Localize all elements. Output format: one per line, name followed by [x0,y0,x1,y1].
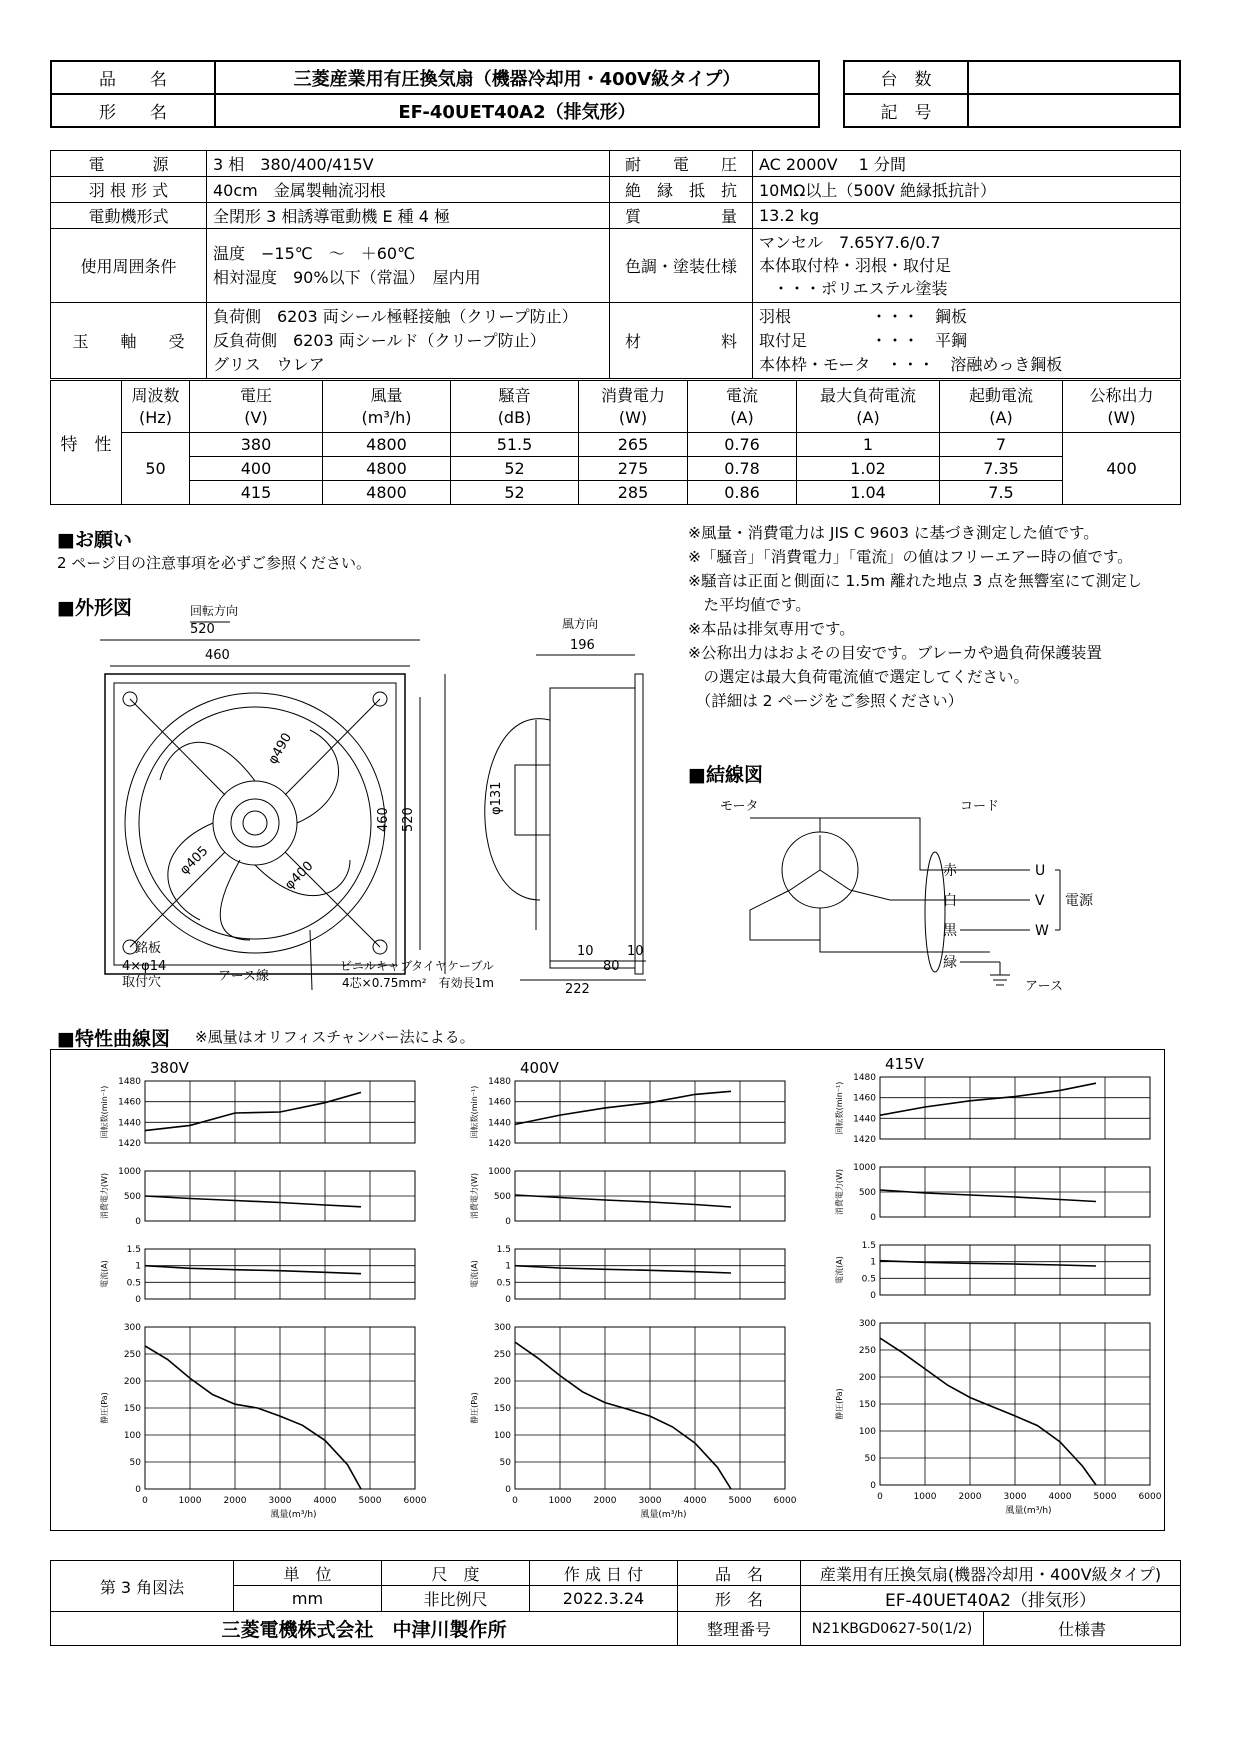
kigo-value [968,94,1180,127]
y-tick-label: 250 [858,1346,876,1356]
perf-cell: 415 [190,481,323,505]
perf-cell: 4800 [323,481,451,505]
y-axis-label: 回転数(min⁻¹) [100,1085,109,1139]
unit-label: 単 位 [234,1561,382,1586]
bearing-line: 負荷側 6203 両シール極軽接触（クリープ防止） [213,306,578,326]
x-tick-label: 3000 [1003,1492,1027,1502]
bearing-line: グリス ウレア [213,354,325,374]
color-line: マンセル 7.65Y7.6/0.7 [759,233,941,252]
wire-red: 赤 [943,863,957,879]
scale-value: 非比例尺 [382,1586,530,1612]
fan-shaft [243,811,267,835]
scale-label: 尺 度 [382,1561,530,1586]
fan-hub-inner [231,799,279,847]
y-tick-label: 0.5 [126,1278,141,1289]
y-tick-label: 200 [858,1373,876,1383]
series-line-current [515,1266,731,1273]
y-axis-label: 消費電力(W) [835,1168,844,1216]
perf-cell: 1.02 [797,457,940,481]
wind-direction-label: 風方向 [562,617,599,631]
y-tick-label: 1440 [488,1118,511,1129]
x-tick-label: 4000 [313,1496,337,1506]
outline-title: ■外形図 [57,597,132,619]
dim-10: 10 [627,944,644,959]
spec-label: 電 源 [51,151,207,177]
y-axis-label: 静圧(Pa) [100,1392,109,1424]
dim-196: 196 [570,638,595,653]
katamei-label: 形 名 [51,94,215,127]
y-tick-label: 150 [123,1404,141,1414]
y-tick-label: 0 [870,1291,876,1301]
count-table [843,60,1181,128]
cable-spec: 4芯×0.75mm² 有効長1m [342,976,494,990]
earth-label: アース [1025,979,1063,994]
perf-header: 風量 (m³/h) [323,381,451,433]
y-tick-label: 1440 [118,1118,141,1129]
perf-cell: 51.5 [451,433,579,457]
x-tick-label: 1000 [913,1492,937,1502]
fan-stays [130,699,380,947]
y-tick-label: 200 [123,1377,141,1387]
unit-value: mm [234,1586,382,1612]
chart-title: 415V [885,1055,924,1073]
y-tick-label: 50 [129,1458,141,1468]
motor-label: モータ [720,799,759,814]
curves-title: ■特性曲線図 [57,1028,170,1050]
outline-drawing [50,600,690,1000]
perf-cell: 380 [190,433,323,457]
wire-green: 緑 [943,955,957,971]
y-tick-label: 1000 [118,1167,141,1177]
y-tick-label: 200 [493,1377,511,1387]
x-tick-label: 5000 [1093,1492,1117,1502]
y-axis-label: 電流(A) [100,1260,109,1288]
dim-d405: φ405 [177,843,212,878]
material-label: 材 料 [610,303,753,379]
chart-title: 380V [150,1059,189,1077]
earth-wire-label: アース線 [218,969,269,984]
spec-value: AC 2000V 1 分間 [753,151,1181,177]
y-tick-label: 1.5 [861,1241,876,1251]
y-axis-label: 静圧(Pa) [470,1392,479,1424]
y-tick-label: 1.5 [496,1245,511,1255]
y-axis-label: 回転数(min⁻¹) [835,1081,844,1135]
perf-cell: 285 [579,481,688,505]
spec-value: 全閉形 3 相誘導電動機 E 種 4 極 [207,203,610,229]
seiri-value: N21KBGD0627-50(1/2) [801,1612,984,1646]
y-tick-label: 100 [123,1431,141,1441]
perf-header: 消費電力 (W) [579,381,688,433]
perf-cell: 1 [797,433,940,457]
material-line: 羽根 ・・・ 鋼板 [759,306,968,326]
perf-cell: 400 [190,457,323,481]
y-axis-label: 消費電力(W) [470,1172,479,1220]
y-tick-label: 0 [135,1485,141,1495]
y-tick-label: 300 [858,1319,876,1329]
x-tick-label: 0 [142,1496,148,1506]
env-line: 相対湿度 90%以下（常温） 屋内用 [213,267,481,287]
perf-freq: 50 [122,433,190,505]
x-axis-label: 風量(m³/h) [270,1510,317,1520]
y-tick-label: 50 [864,1454,876,1464]
perf-cell: 265 [579,433,688,457]
y-tick-label: 0 [135,1295,141,1305]
y-tick-label: 250 [123,1350,141,1360]
x-tick-label: 2000 [223,1496,247,1506]
dim-d490: φ490 [265,730,296,767]
note-item: ※公称出力はおよその目安です。ブレーカや過負荷保護装置 [688,644,1102,662]
wire-white: 白 [943,893,957,909]
curves-note: ※風量はオリフィスチャンバー法による。 [195,1028,475,1046]
cord-label: コード [960,799,1000,814]
doc-type: 仕様書 [984,1612,1181,1646]
perf-cell: 4800 [323,457,451,481]
fan-ring [125,693,385,953]
material-line: 取付足 ・・・ 平鋼 [759,330,968,350]
perf-header: 起動電流 (A) [940,381,1063,433]
y-tick-label: 0 [505,1217,511,1227]
perf-cell: 52 [451,481,579,505]
series-line-rpm [145,1092,361,1130]
side-view [485,674,643,974]
spec-label: 耐 電 圧 [610,151,753,177]
hinmei-value: 産業用有圧換気扇(機器冷却用・400V級タイプ) [801,1561,1181,1586]
y-tick-label: 1480 [118,1077,141,1087]
y-tick-label: 50 [499,1458,511,1468]
perf-header: 騒音 (dB) [451,381,579,433]
perf-label: 特 性 [51,381,122,505]
dim-460: 460 [205,648,230,663]
env-line: 温度 −15℃ ～ ＋60℃ [213,243,416,263]
y-tick-label: 1420 [853,1135,876,1145]
y-axis-label: 電流(A) [835,1256,844,1284]
wiring-diagram [690,790,1120,1000]
y-tick-label: 1480 [488,1077,511,1087]
x-tick-label: 1000 [548,1496,572,1506]
y-tick-label: 250 [493,1350,511,1360]
y-tick-label: 1440 [853,1114,876,1125]
y-tick-label: 150 [858,1400,876,1410]
perf-cell: 1.04 [797,481,940,505]
performance-curves [50,1049,1163,1529]
perf-header: 最大負荷電流 (A) [797,381,940,433]
terminal-v: V [1035,893,1045,909]
spec-label: 羽 根 形 式 [51,177,207,203]
env-label: 使用周囲条件 [51,229,207,303]
note-item: た平均値です。 [688,596,811,614]
series-line-rpm [880,1083,1096,1115]
katamei-value: EF-40UET40A2（排気形） [215,94,819,127]
dim-d131: φ131 [489,781,504,815]
perf-cell: 0.78 [688,457,797,481]
x-tick-label: 4000 [1048,1492,1072,1502]
series-line-pressure [515,1342,731,1489]
y-tick-label: 1420 [488,1139,511,1149]
footer-table [50,1560,1181,1646]
y-tick-label: 0.5 [496,1278,511,1289]
y-tick-label: 1460 [488,1097,511,1108]
katamei-label: 形 名 [678,1586,801,1612]
spec-value: 3 相 380/400/415V [207,151,610,177]
y-tick-label: 300 [493,1323,511,1333]
perf-cell: 7.35 [940,457,1063,481]
kigo-label: 記 号 [844,94,968,127]
perf-cell: 7 [940,433,1063,457]
dim-10: 10 [577,944,594,959]
color-value [753,229,1181,303]
y-tick-label: 100 [858,1427,876,1437]
series-line-current [145,1266,361,1274]
x-axis-label: 風量(m³/h) [1005,1506,1052,1516]
spec-label: 電動機形式 [51,203,207,229]
y-tick-label: 0.5 [861,1274,876,1285]
spec-value: 13.2 kg [753,203,1181,229]
y-tick-label: 500 [123,1192,141,1202]
y-tick-label: 0 [870,1481,876,1491]
projection: 第 3 角図法 [51,1561,234,1612]
dim-222: 222 [565,982,590,997]
y-tick-label: 1480 [853,1073,876,1083]
header-table [50,60,820,128]
seiri-label: 整理番号 [678,1612,801,1646]
series-line-pressure [880,1338,1096,1485]
note-item: ※「騒音」「消費電力」「電流」の値はフリーエアー時の値です。 [688,548,1133,566]
x-tick-label: 1000 [178,1496,202,1506]
perf-output: 400 [1063,433,1181,505]
daisu-value [968,61,1180,94]
rotation-label: 回転方向 [190,604,239,618]
x-tick-label: 6000 [773,1496,797,1506]
onegai-title: ■お願い [57,529,132,551]
note-item: ※本品は排気専用です。 [688,620,855,638]
dim-d400: φ400 [282,858,317,893]
perf-header: 公称出力 (W) [1063,381,1181,433]
power-label: 電源 [1065,893,1093,909]
perf-cell: 7.5 [940,481,1063,505]
y-tick-label: 0 [870,1213,876,1223]
date-value: 2022.3.24 [530,1586,678,1612]
x-tick-label: 0 [512,1496,518,1506]
perf-header: 電流 (A) [688,381,797,433]
fan-hub [213,781,297,865]
material-line: 本体枠・モータ ・・・ 溶融めっき鋼板 [759,354,1063,374]
y-tick-label: 300 [123,1323,141,1333]
note-item: （詳細は 2 ページをご参照ください） [688,692,964,710]
cable-label: ビニルキャブタイヤケーブル [340,959,494,973]
perf-cell: 0.86 [688,481,797,505]
y-tick-label: 1 [135,1261,141,1272]
holes-label: 4×φ14 [122,959,167,974]
y-tick-label: 1460 [853,1093,876,1104]
bearing-line: 反負荷側 6203 両シールド（クリープ防止） [213,330,546,350]
x-tick-label: 5000 [358,1496,382,1506]
y-tick-label: 0 [505,1295,511,1305]
hinmei-value: 三菱産業用有圧換気扇（機器冷却用・400V級タイプ） [215,61,819,94]
x-tick-label: 5000 [728,1496,752,1506]
env-value [207,229,610,303]
y-tick-label: 150 [493,1404,511,1414]
holes-label: 取付穴 [122,975,162,990]
y-tick-label: 1420 [118,1139,141,1149]
terminal-w: W [1035,923,1049,939]
x-tick-label: 0 [877,1492,883,1502]
y-tick-label: 1000 [488,1167,511,1177]
cable-line [310,930,312,990]
note-item: の選定は最大負荷電流値で選定してください。 [688,668,1030,686]
hinmei-label: 品 名 [678,1561,801,1586]
bearing-label: 玉 軸 受 [51,303,207,379]
color-line: ・・・ポリエステル塗装 [773,279,948,298]
date-label: 作 成 日 付 [530,1561,678,1586]
spec-value: 40cm 金属製軸流羽根 [207,177,610,203]
y-tick-label: 1 [505,1261,511,1272]
spec-value: 10MΩ以上（500V 絶縁抵抗計） [753,177,1181,203]
dim-80: 80 [603,959,620,974]
dim-h460: 460 [376,807,391,832]
y-tick-label: 0 [505,1485,511,1495]
x-axis-label: 風量(m³/h) [640,1510,687,1520]
dim-520: 520 [190,622,215,637]
series-line-power [145,1196,361,1207]
perf-cell: 52 [451,457,579,481]
y-tick-label: 500 [858,1188,876,1198]
daisu-label: 台 数 [844,61,968,94]
series-line-power [515,1195,731,1207]
perf-header: 周波数 (Hz) [122,381,190,433]
hinmei-label: 品 名 [51,61,215,94]
x-tick-label: 6000 [1138,1492,1162,1502]
note-item: ※風量・消費電力は JIS C 9603 に基づき測定した値です。 [688,524,1099,542]
y-tick-label: 1460 [118,1097,141,1108]
spec-label: 絶 縁 抵 抗 [610,177,753,203]
katamei-value: EF-40UET40A2（排気形） [801,1586,1181,1612]
perf-cell: 275 [579,457,688,481]
nameplate-label: 銘板 [135,941,162,956]
onegai-text: 2 ページ目の注意事項を必ずご参照ください。 [57,554,372,572]
wiring-title: ■結線図 [688,764,763,786]
series-line-pressure [145,1346,361,1489]
fan-ring [139,707,371,939]
y-axis-label: 回転数(min⁻¹) [470,1085,479,1139]
y-tick-label: 1000 [853,1163,876,1173]
y-tick-label: 100 [493,1431,511,1441]
x-tick-label: 3000 [268,1496,292,1506]
y-tick-label: 1 [870,1257,876,1268]
x-tick-label: 6000 [403,1496,427,1506]
x-tick-label: 2000 [958,1492,982,1502]
y-axis-label: 静圧(Pa) [835,1388,844,1420]
y-tick-label: 500 [493,1192,511,1202]
note-item: ※騒音は正面と側面に 1.5m 離れた地点 3 点を無響室にて測定し [688,572,1143,590]
y-axis-label: 電流(A) [470,1260,479,1288]
y-tick-label: 0 [135,1217,141,1227]
dim-h520: 520 [401,807,416,832]
spec-label: 質 量 [610,203,753,229]
company-name: 三菱電機株式会社 中津川製作所 [51,1612,678,1646]
x-tick-label: 4000 [683,1496,707,1506]
notes-list [688,521,1142,713]
bearing-value [207,303,610,379]
x-tick-label: 3000 [638,1496,662,1506]
color-line: 本体取付枠・羽根・取付足 [759,256,952,275]
series-line-rpm [515,1091,731,1124]
material-value [753,303,1181,379]
terminal-u: U [1035,863,1046,879]
spec-table [50,150,1181,379]
chart-title: 400V [520,1059,559,1077]
y-tick-label: 1.5 [126,1245,141,1255]
x-tick-label: 2000 [593,1496,617,1506]
y-axis-label: 消費電力(W) [100,1172,109,1220]
perf-table [50,380,1181,505]
wire-black: 黒 [943,923,957,939]
perf-header: 電圧 (V) [190,381,323,433]
color-label: 色調・塗装仕様 [610,229,753,303]
perf-cell: 4800 [323,433,451,457]
perf-cell: 0.76 [688,433,797,457]
